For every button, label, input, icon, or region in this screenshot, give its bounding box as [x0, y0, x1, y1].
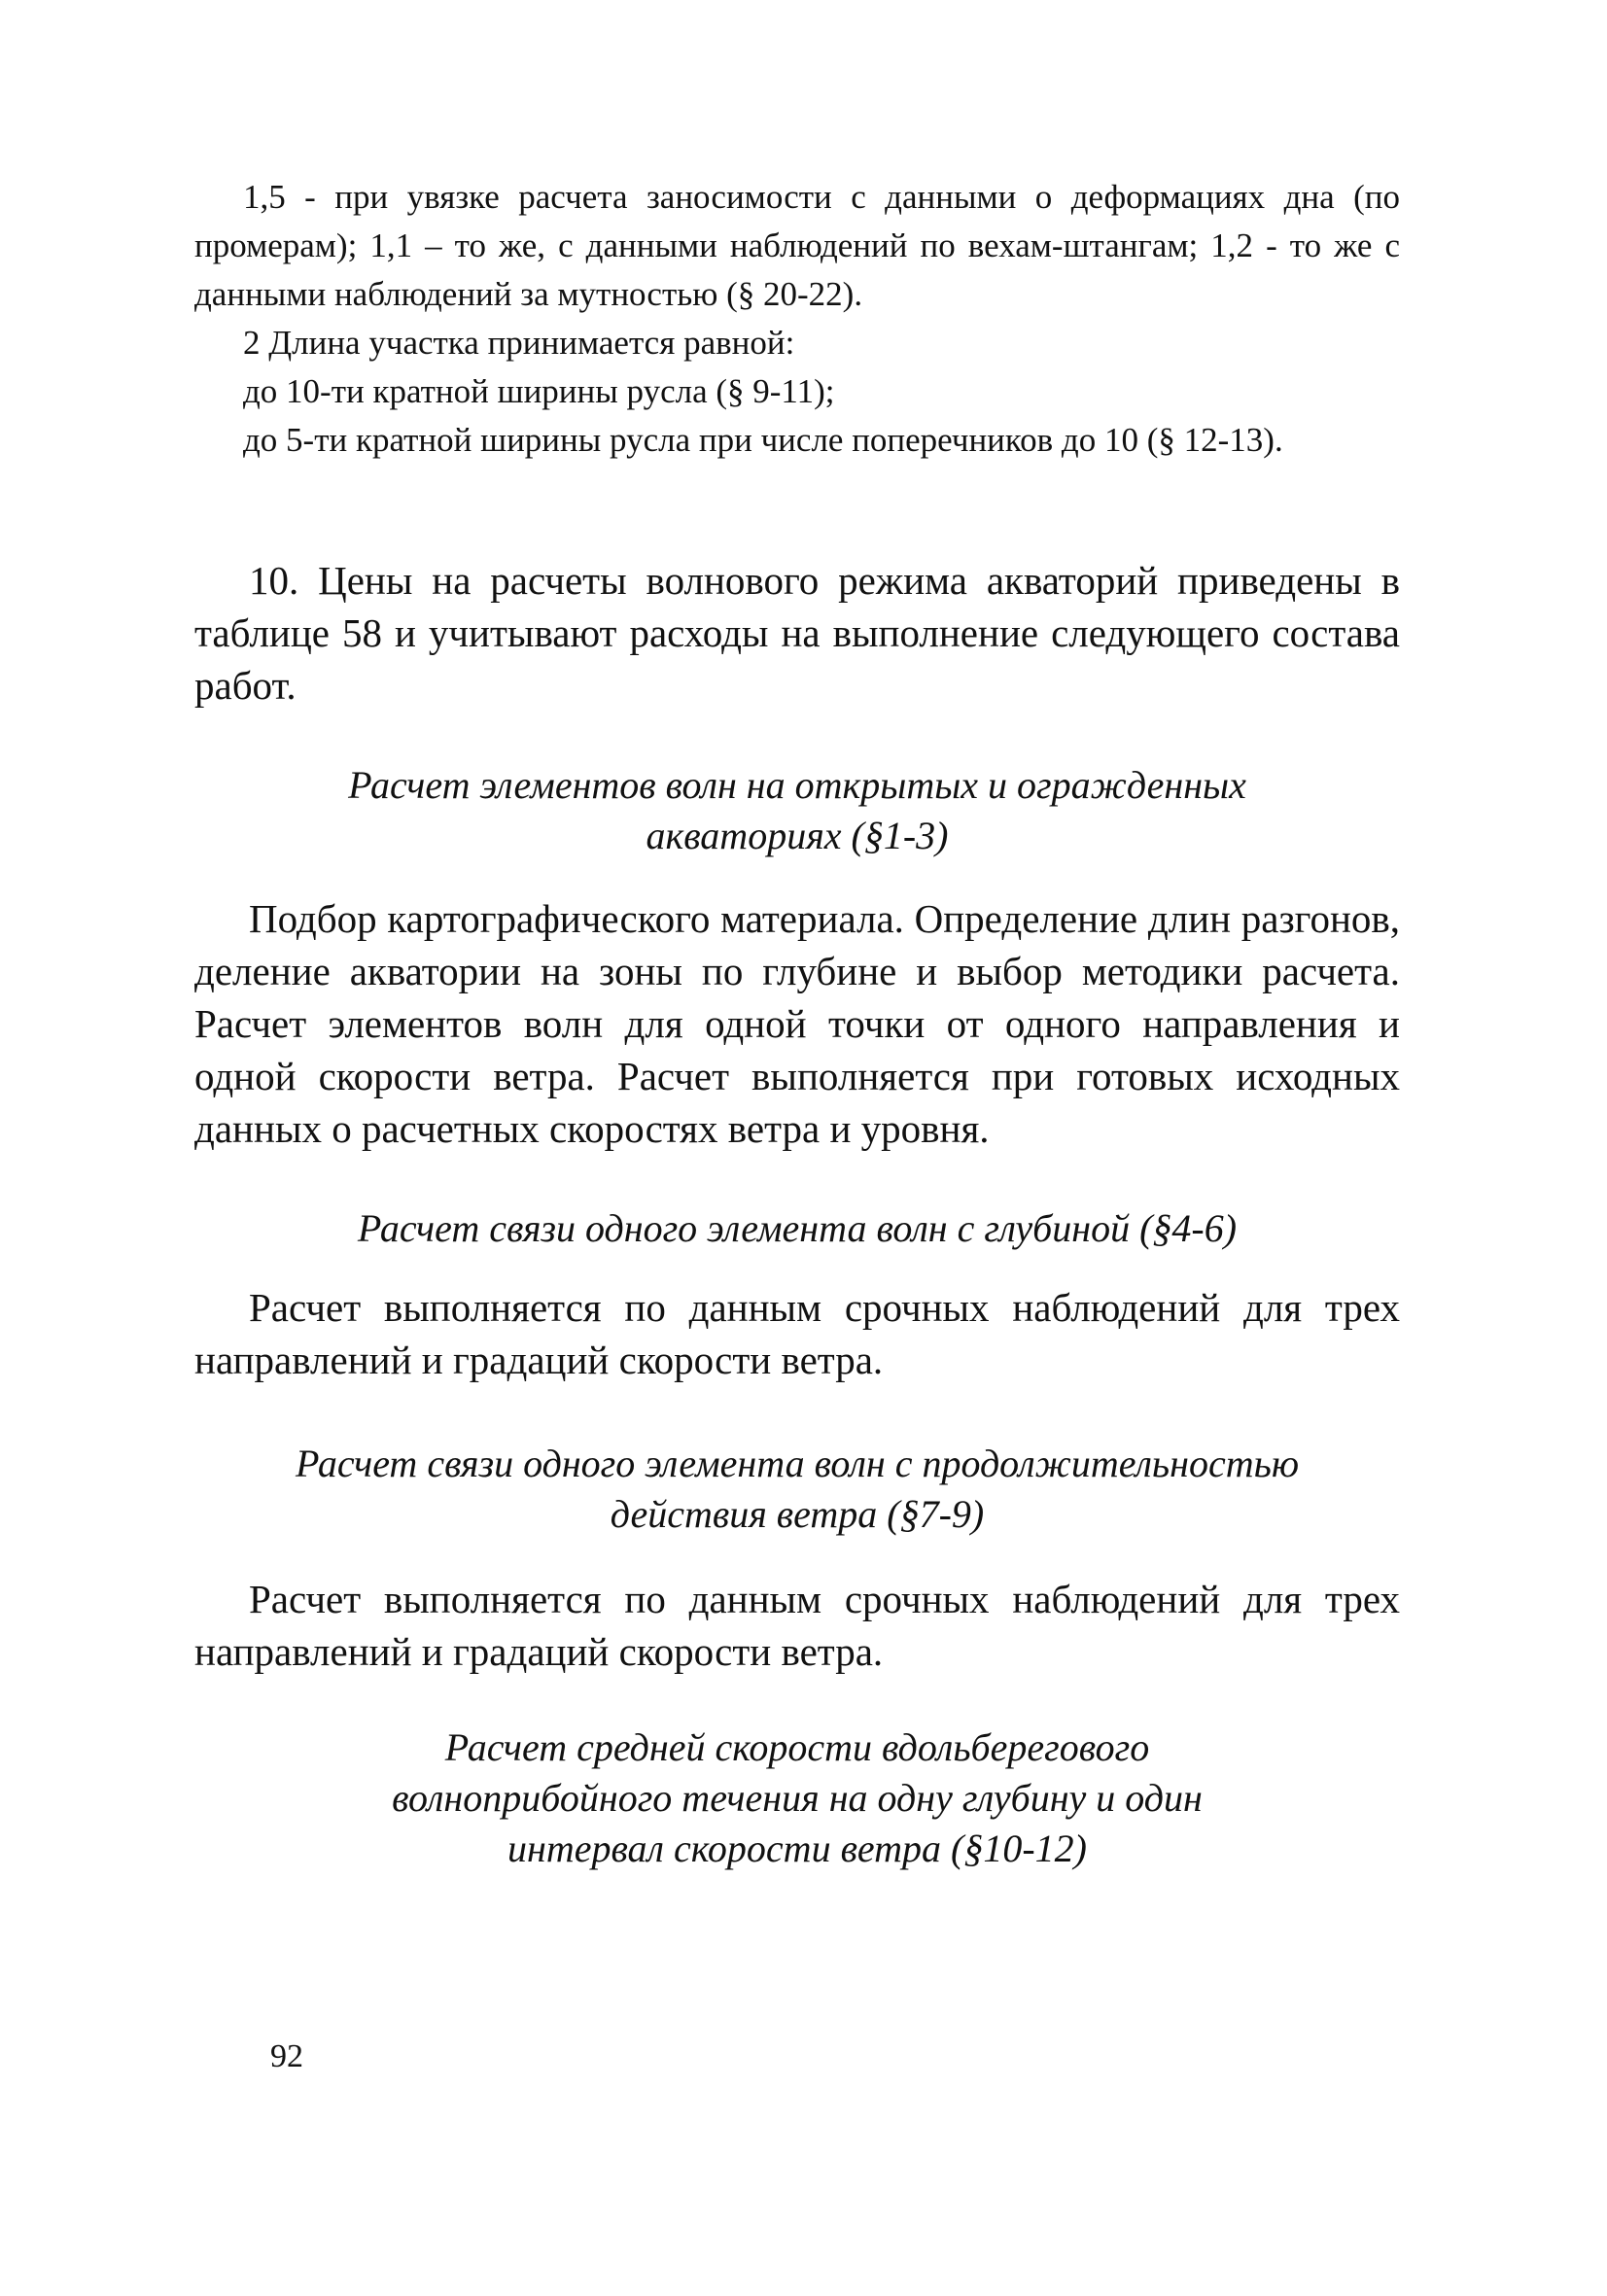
section-heading	[194, 1722, 1400, 1874]
section-body	[194, 892, 1400, 1155]
length-note-item: до 5-ти кратной ширины русла при числе поперечников до 10 (§ 12-13).	[243, 421, 1283, 459]
paragraph-section-10	[194, 554, 1400, 712]
page-number: 92	[270, 2038, 303, 2074]
paragraph-text: Расчет выполняется по данным срочных наблюдений для трех направлений и градаций скорости ветра.	[194, 1577, 1400, 1674]
coefficient-note: 1,5 - при увязке расчета заносимости с данными о деформациях дна (по промерам); 1,1 – то же, с данными наблюдений по вехам-штангам; 1,2 - то же с данными наблюдений за мутностью (§ 20-22).	[194, 178, 1400, 313]
heading-line: действия ветра (§7-9)	[610, 1492, 985, 1536]
table-notes	[194, 173, 1400, 465]
length-note-item: до 10-ти кратной ширины русла (§ 9-11);	[243, 372, 835, 410]
paragraph-text: 10. Цены на расчеты волнового режима акваторий приведены в таблице 58 и учитывают расходы на выполнение следующего состава работ.	[194, 558, 1400, 708]
section-heading	[194, 1203, 1400, 1254]
heading-line: акваториях (§1-3)	[646, 814, 949, 857]
heading-line: Расчет средней скорости вдольберегового	[444, 1725, 1150, 1769]
section-body	[194, 1573, 1400, 1678]
section-heading	[194, 1439, 1400, 1540]
section-heading	[194, 760, 1400, 861]
paragraph-text: Расчет выполняется по данным срочных наблюдений для трех направлений и градаций скорости ветра.	[194, 1285, 1400, 1382]
heading-line: Расчет связи одного элемента волн с продолжительностью	[295, 1442, 1300, 1485]
paragraph-text: Подбор картографического материала. Определение длин разгонов, деление акватории на зоны по глубине и выбор методики расчета. Расчет элементов волн для одной точки от одного направления и одной скорости ветра. Расчет выполняется при готовых исходных данных о расчетных скоростях ветра и уровня.	[194, 896, 1400, 1151]
section-body	[194, 1281, 1400, 1386]
heading-line: Расчет элементов волн на открытых и огражденных	[348, 763, 1246, 807]
heading-line: интервал скорости ветра (§10-12)	[507, 1826, 1088, 1870]
heading-line: Расчет связи одного элемента волн с глубиной (§4-6)	[357, 1206, 1238, 1250]
heading-line: волноприбойного течения на одну глубину и один	[392, 1776, 1203, 1820]
length-note: 2 Длина участка принимается равной:	[243, 324, 795, 362]
